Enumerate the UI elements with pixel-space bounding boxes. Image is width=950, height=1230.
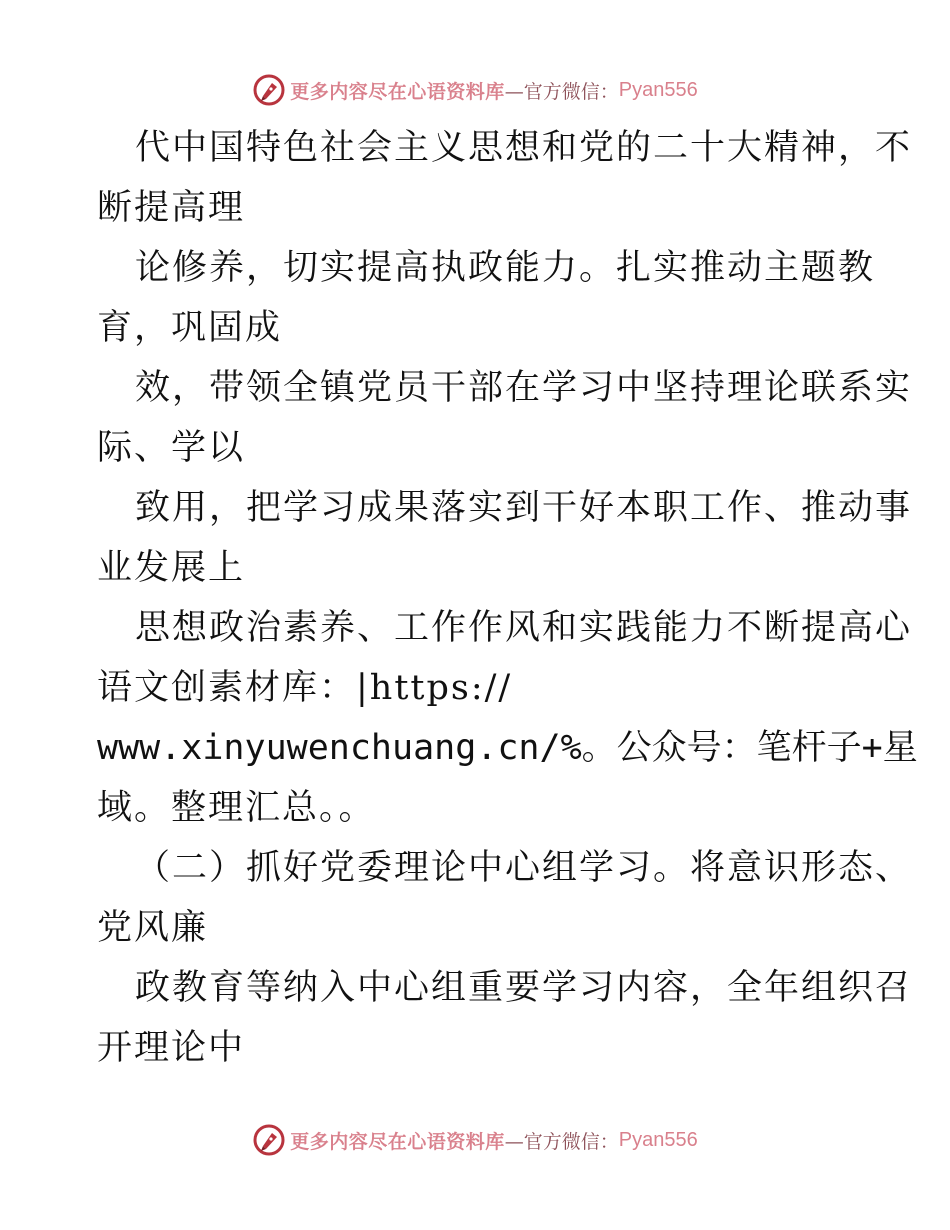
body-line: 开理论中 bbox=[97, 1028, 246, 1068]
footer-official-label: —官方微信： bbox=[504, 1130, 619, 1153]
body-line: 政教育等纳入中心组重要学习内容，全年组织召 bbox=[135, 968, 913, 1008]
body-line: 际、学以 bbox=[97, 428, 246, 468]
document-body bbox=[97, 118, 918, 1078]
section-heading-line: （二）抓好党委理论中心组学习。将意识形态、 bbox=[135, 848, 913, 888]
footer-brand-text: 更多内容尽在心语资料库 bbox=[290, 1130, 505, 1153]
body-line: 语文创素材库：|https:// bbox=[97, 668, 513, 708]
header-official-label: —官方微信： bbox=[504, 80, 619, 103]
body-line: 效，带领全镇党员干部在学习中坚持理论联系实 bbox=[135, 368, 913, 408]
header-brand-text: 更多内容尽在心语资料库 bbox=[290, 80, 505, 103]
body-line: 业发展上 bbox=[97, 548, 246, 588]
body-line: 代中国特色社会主义思想和党的二十大精神，不 bbox=[135, 128, 913, 168]
header-banner bbox=[0, 70, 950, 110]
body-line: 党风廉 bbox=[97, 908, 209, 948]
body-line: 育，巩固成 bbox=[97, 308, 283, 348]
body-line: 思想政治素养、工作作风和实践能力不断提高心 bbox=[135, 608, 913, 648]
body-line: 断提高理 bbox=[97, 188, 246, 228]
header-wechat-handle: Pyan556 bbox=[618, 78, 698, 101]
pen-nib-circle-icon bbox=[252, 73, 286, 107]
body-line: 论修养，切实提高执政能力。扎实推动主题教 bbox=[135, 248, 876, 288]
body-line: 致用，把学习成果落实到干好本职工作、推动事 bbox=[135, 488, 913, 528]
body-line: 域。整理汇总。。 bbox=[97, 788, 376, 828]
pen-nib-circle-icon bbox=[252, 1123, 286, 1157]
footer-banner bbox=[0, 1120, 950, 1160]
footer-wechat-handle: Pyan556 bbox=[618, 1128, 698, 1151]
body-line-url: www.xinyuwenchuang.cn/%。公众号：笔杆子+星 bbox=[97, 728, 918, 768]
